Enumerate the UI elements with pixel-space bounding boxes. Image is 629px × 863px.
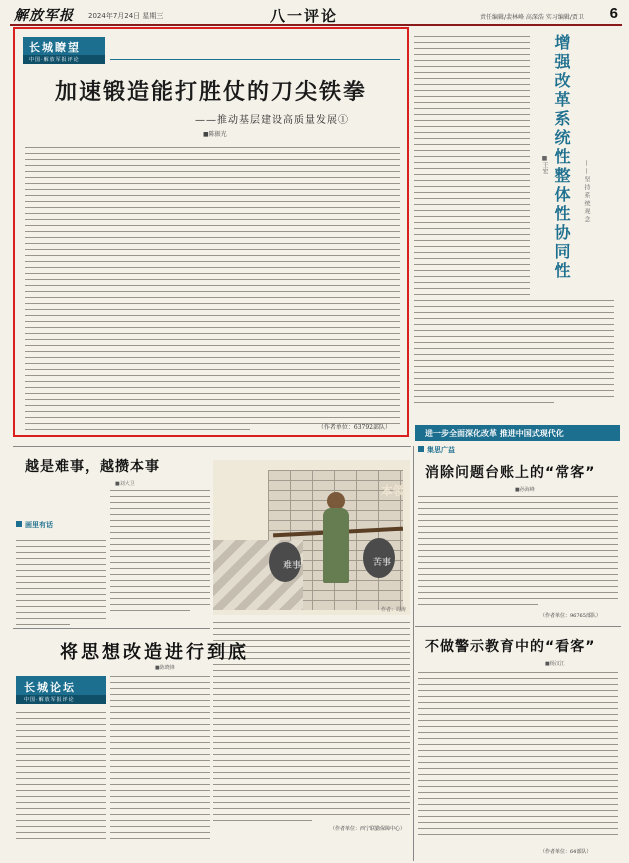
feature-headline[interactable]: 增强改革系统性整体性协同性 bbox=[552, 34, 571, 281]
lead-byline: ■陈振光 bbox=[203, 131, 227, 138]
illustration-label-skill: 本领 bbox=[381, 484, 406, 498]
feature-body-text bbox=[414, 36, 530, 300]
issue-date: 2024年7月24日 星期三 bbox=[88, 12, 164, 20]
essay5-headline[interactable]: 不做警示教育中的“看客” bbox=[425, 639, 596, 655]
page-number: 6 bbox=[609, 5, 618, 22]
column-rule bbox=[110, 59, 400, 60]
essay2-body-text bbox=[16, 540, 106, 630]
essay3-signature: （作者单位：96765部队） bbox=[540, 613, 601, 619]
essay4-column-subname: 中国·解放军报评论 bbox=[16, 695, 106, 704]
essay4-column-badge bbox=[16, 676, 106, 704]
essay2-signature: （作者单位：西宁联勤保障中心） bbox=[330, 826, 406, 832]
newspaper-logo: 解放军报 bbox=[14, 8, 74, 24]
essay5-byline: ■杨汉江 bbox=[545, 661, 565, 667]
essay4-body-text bbox=[16, 712, 106, 844]
lead-article[interactable] bbox=[13, 27, 409, 437]
essay3-byline: ■孙海峰 bbox=[515, 487, 535, 493]
essay4-headline[interactable]: 将思想改造进行到底 bbox=[60, 642, 249, 663]
divider bbox=[13, 628, 210, 629]
theme-ribbon: 进一步全面深化改革 推进中国式现代化 bbox=[415, 425, 620, 441]
column-divider bbox=[413, 446, 414, 861]
lead-headline[interactable]: 加速锻造能打胜仗的刀尖铁拳 bbox=[54, 80, 367, 105]
column-badge bbox=[23, 37, 105, 63]
feature-byline: ■王宏 bbox=[541, 155, 548, 174]
essay4-byline: ■陈晓锋 bbox=[155, 665, 175, 671]
essay5-body-text bbox=[418, 672, 618, 840]
section-title: 八一评论 bbox=[270, 7, 339, 25]
editors-line: 责任编辑/裴林峰 高深浩 实习编辑/贾卫 bbox=[480, 14, 584, 21]
essay4-body-text-col2 bbox=[110, 676, 210, 844]
illustration-label-bitter: 苦事 bbox=[373, 558, 392, 568]
essay2-tag: 画里有话 bbox=[16, 520, 53, 530]
essay2-headline[interactable]: 越是难事，越攒本事 bbox=[25, 459, 160, 475]
lead-body-text bbox=[25, 147, 400, 435]
column-subname: 中国·解放军报评论 bbox=[23, 55, 105, 64]
essay3-tag: 集思广益 bbox=[418, 445, 455, 455]
divider bbox=[13, 446, 411, 447]
lead-signature: （作者单位：63792部队） bbox=[317, 424, 391, 431]
feature-body-text-continued bbox=[414, 300, 614, 408]
essay2-body-text-col2 bbox=[110, 490, 210, 616]
illustration-credit: 作者：周涛 bbox=[380, 607, 406, 613]
essay5-signature: （作者单位：64部队） bbox=[540, 849, 592, 855]
essay3-body-text bbox=[418, 496, 618, 610]
essay2-illustration bbox=[213, 460, 410, 615]
lead-subhead: ——推动基层建设高质量发展① bbox=[195, 115, 349, 126]
illustration-label-hard: 难事 bbox=[283, 561, 302, 571]
column-name: 长城瞭望 bbox=[29, 41, 81, 54]
essay4-column-name: 长城论坛 bbox=[24, 681, 76, 694]
illustration-soldier bbox=[323, 508, 349, 583]
essay3-headline[interactable]: 消除问题台账上的“常客” bbox=[425, 465, 596, 481]
essay2-byline: ■刘大卫 bbox=[115, 481, 135, 487]
masthead bbox=[10, 4, 622, 26]
divider bbox=[415, 626, 621, 627]
feature-subtitle: ——坚持系统观念 bbox=[583, 160, 590, 224]
